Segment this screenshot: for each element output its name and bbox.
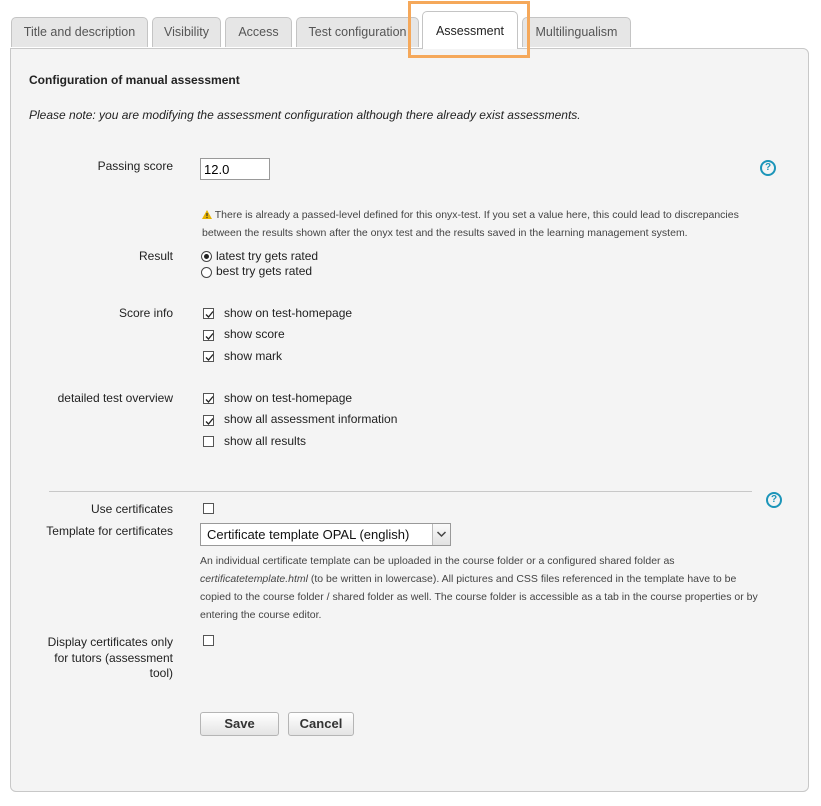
section-divider xyxy=(49,491,752,492)
certificate-note-line3: copied to the course folder / shared folder as well. The course folder is accessible as a tab in the course properties or by xyxy=(200,591,758,603)
radio-latest-try-label: latest try gets rated xyxy=(216,249,319,263)
certificate-note-filename: certificatetemplate.html xyxy=(200,573,308,585)
tab-multilingualism[interactable]: Multilingualism xyxy=(522,17,631,47)
use-certificates-label: Use certificates xyxy=(90,502,173,516)
tutors-only-label-line3: tool) xyxy=(149,666,173,680)
template-select[interactable] xyxy=(200,523,451,546)
certificate-note xyxy=(200,552,758,624)
checkbox-all-results[interactable] xyxy=(203,436,214,447)
checkbox-tutors-only[interactable] xyxy=(203,635,214,646)
chevron-down-icon[interactable] xyxy=(432,524,450,545)
certificate-note-line2: (to be written in lowercase). All pictures and CSS files referenced in the template have to be xyxy=(307,573,737,585)
tab-visibility[interactable]: Visibility xyxy=(152,17,221,47)
cancel-button[interactable]: Cancel xyxy=(288,712,354,736)
help-icon-certificates[interactable]: ? xyxy=(766,492,782,508)
result-label: Result xyxy=(138,249,173,263)
checkbox-all-assessment-info-label: show all assessment information xyxy=(224,412,398,426)
tutors-only-label-line1: Display certificates only xyxy=(47,635,173,649)
modification-notice: Please note: you are modifying the assessment configuration although there already exist assessments. xyxy=(29,108,581,122)
checkbox-show-mark-label: show mark xyxy=(224,349,283,363)
checkbox-score-homepage-label: show on test-homepage xyxy=(224,306,353,320)
score-info-label: Score info xyxy=(118,306,173,320)
assessment-panel xyxy=(10,48,809,792)
checkbox-show-score-label: show score xyxy=(224,327,285,341)
radio-best-try[interactable] xyxy=(201,267,212,278)
template-select-value: Certificate template OPAL (english) xyxy=(207,527,410,542)
certificate-note-line1: An individual certificate template can be uploaded in the course folder or a configured shared folder as xyxy=(200,555,675,567)
checkbox-use-certificates[interactable] xyxy=(203,503,214,514)
passed-level-warning xyxy=(202,206,739,242)
checkbox-all-results-label: show all results xyxy=(224,434,307,448)
passing-score-input[interactable] xyxy=(200,158,270,180)
warning-icon xyxy=(202,209,215,221)
checkbox-show-score[interactable] xyxy=(203,330,214,341)
checkbox-all-assessment-info[interactable] xyxy=(203,415,214,426)
template-label: Template for certificates xyxy=(46,524,173,538)
warning-line2: between the results shown after the onyx test and the results saved in the learning management system. xyxy=(202,227,688,239)
tab-title-and-description[interactable]: Title and description xyxy=(11,17,148,47)
radio-best-try-label: best try gets rated xyxy=(216,264,313,278)
checkbox-show-mark[interactable] xyxy=(203,351,214,362)
checkbox-detailed-homepage[interactable] xyxy=(203,393,214,404)
section-title: Configuration of manual assessment xyxy=(29,73,240,87)
save-button[interactable]: Save xyxy=(200,712,279,736)
certificate-note-line4: entering the course editor. xyxy=(200,609,322,621)
radio-latest-try[interactable] xyxy=(201,251,212,262)
checkbox-detailed-homepage-label: show on test-homepage xyxy=(224,391,353,405)
tab-assessment[interactable]: Assessment xyxy=(422,11,518,49)
tutors-only-label-line2: for tutors (assessment xyxy=(54,650,173,665)
tab-access[interactable]: Access xyxy=(225,17,292,47)
checkbox-score-homepage[interactable] xyxy=(203,308,214,319)
tutors-only-label xyxy=(31,635,173,682)
detailed-overview-label: detailed test overview xyxy=(57,391,173,405)
tab-test-configuration[interactable]: Test configuration xyxy=(296,17,419,47)
passing-score-label: Passing score xyxy=(97,159,173,173)
warning-line1: There is already a passed-level defined for this onyx-test. If you set a value here, this could lead to discrepancies xyxy=(214,209,739,221)
help-icon-passing-score[interactable]: ? xyxy=(760,160,776,176)
